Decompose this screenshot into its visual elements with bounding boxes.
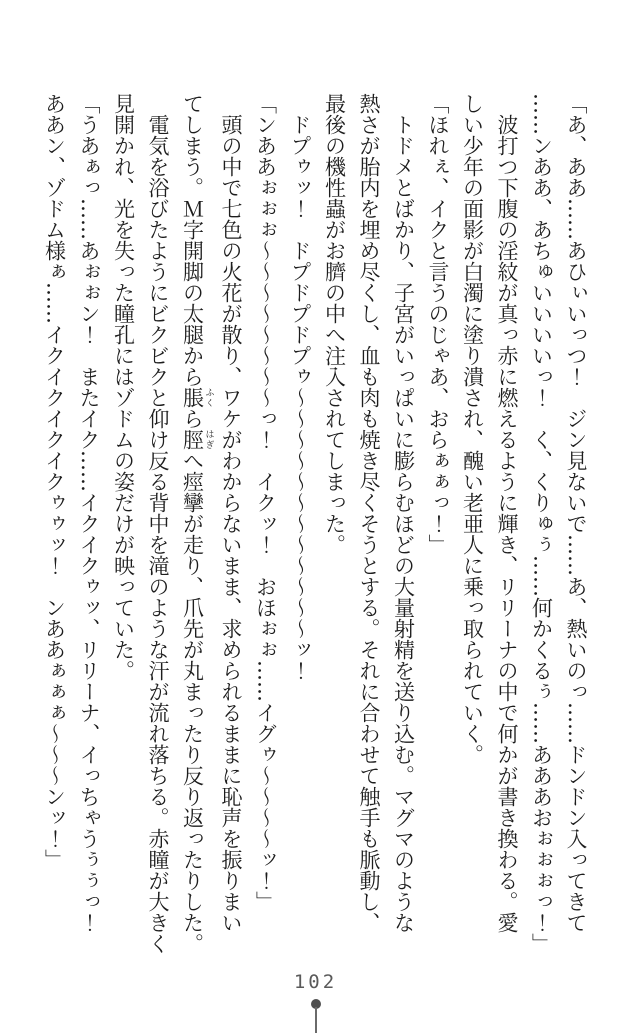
text-column-16: ああン、ゾドム様ぁ……イクイクイクイクゥゥッ！ ンああぁぁぁ〜〜〜ンッ！」 bbox=[42, 93, 67, 870]
ruby-annotated-text: 脛 はぎ bbox=[180, 429, 214, 450]
text-column-11: 頭の中で七色の火花が散り、ワケがわからないまま、求められるままに恥声を振りまい bbox=[219, 114, 243, 933]
text-column-7: 熱さが胎内を埋め尽くし、血も肉も焼き尽くそうとする。それに合わせて触手も脈動し、 bbox=[357, 93, 381, 933]
text-column-3: 波打つ下腹の淫紋が真っ赤に燃えるように輝き、リリーナの中で何かが書き換わる。愛 bbox=[495, 114, 519, 933]
text-column-12: てしまう。Ｍ字開脚の太腿から脹 ふくら脛 はぎへ痙攣が走り、爪先が丸まったり反り返ったりした。 bbox=[180, 93, 214, 954]
text-column-6: トドメとばかり、子宮がいっぱいに膨らむほどの大量射精を送り込む。マグマのような bbox=[391, 114, 416, 933]
text-column-14: 見開かれ、光を失った瞳孔にはゾドムの姿だけが映っていた。 bbox=[111, 93, 136, 681]
text-column-13: 電気を浴びたようにビクビクと仰け反る背中を滝のような汗が流れ落ちる。赤瞳が大きく bbox=[146, 114, 170, 954]
page-number: 102 bbox=[293, 971, 338, 993]
text-column-2: ……ンああ、あちゅいいいいっ！ く、くりゅぅ……何かくるぅ……あああおぉぉぉっ！」 bbox=[529, 93, 554, 954]
text-column-5: 「ほれぇ、イクと言うのじゃあ、おらぁぁっ！」 bbox=[426, 93, 450, 555]
text-column-1: 「あ、ああ……あひぃいっつ！ ジン見ないで……あ、熱いのっ……ドンドン入ってきて bbox=[564, 93, 588, 933]
text-column-8: 最後の機性蟲がお臍の中へ注入されてしまった。 bbox=[322, 93, 347, 555]
page-marker-line bbox=[315, 1007, 317, 1033]
text-column-9: ドプゥッ！ ドプドプドプゥ〜〜〜〜〜〜〜〜〜〜〜〜ッ！ bbox=[288, 114, 312, 681]
text-columns bbox=[37, 93, 593, 973]
text-column-10: 「ンああぉぉぉ〜〜〜〜〜〜〜〜っ！ イクッ！ おほぉぉ……イグゥ〜〜〜〜ッ！」 bbox=[253, 93, 278, 912]
text-column-15: 「うあぁっ……あぉぉン！ またイク……イクイクゥッ、リリーナ、イっちゃうぅぅっ！ bbox=[77, 93, 101, 933]
ruby-annotated-text: 脹 ふく bbox=[180, 387, 214, 408]
text-column-4: しい少年の面影が白濁に塗り潰され、醜い老亜人に乗っ取られていく。 bbox=[460, 93, 485, 765]
